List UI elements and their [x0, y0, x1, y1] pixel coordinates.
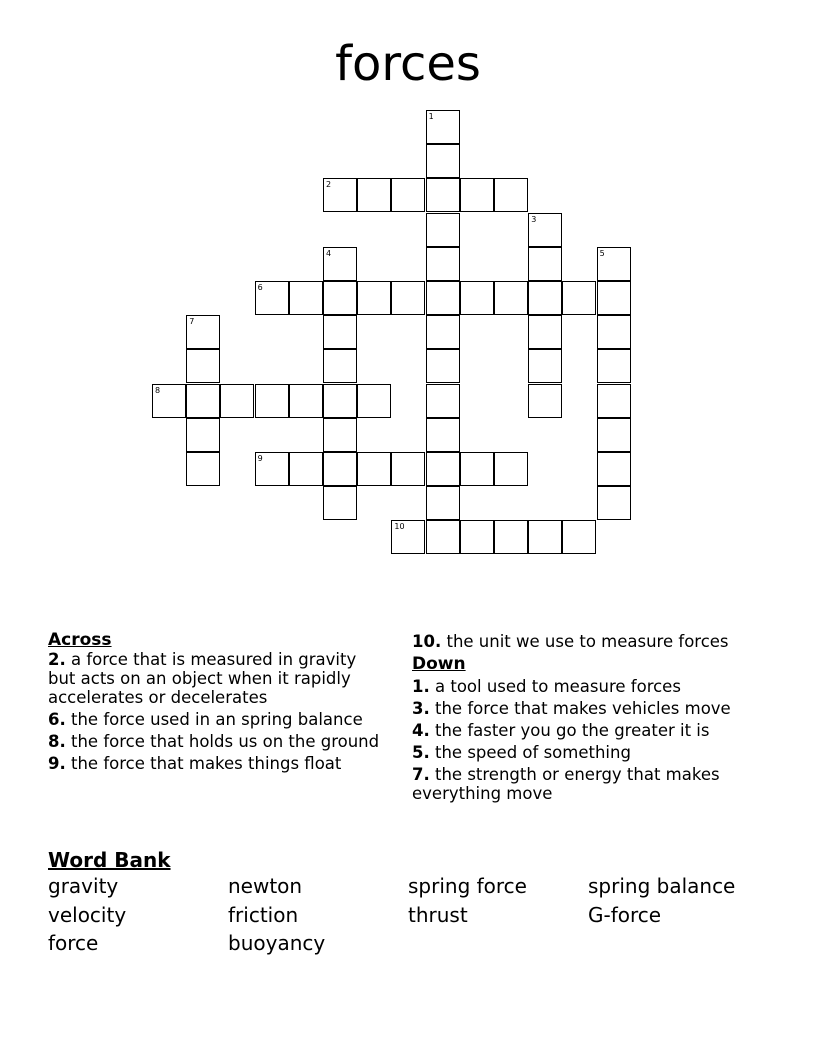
clue-number: 4.	[412, 721, 430, 740]
clue-number: 8.	[48, 732, 66, 751]
grid-number: 1	[428, 112, 434, 121]
clues-across-column	[48, 630, 388, 776]
grid-number: 7	[189, 317, 195, 327]
grid-cell[interactable]	[460, 520, 494, 554]
clue-text: the force that holds us on the ground	[71, 732, 380, 751]
grid-cell[interactable]	[426, 178, 460, 212]
clue-down-3	[412, 699, 772, 718]
word-bank-item: newton	[228, 874, 303, 898]
clue-number: 10.	[412, 632, 442, 651]
word-bank-item: velocity	[48, 903, 127, 927]
grid-cell[interactable]	[528, 315, 562, 349]
word-bank-item: thrust	[408, 903, 468, 927]
clue-across-8	[48, 732, 388, 751]
word-bank-item: buoyancy	[228, 931, 326, 955]
grid-cell[interactable]	[597, 247, 631, 281]
grid-cell[interactable]	[528, 520, 562, 554]
clue-number: 2.	[48, 650, 66, 669]
clue-text: the force that makes vehicles move	[435, 699, 731, 718]
grid-number: 9	[257, 454, 263, 463]
clue-down-1	[412, 677, 772, 696]
grid-cell[interactable]	[426, 349, 460, 383]
grid-cell[interactable]	[460, 452, 494, 486]
word-bank-item: spring force	[408, 874, 527, 898]
grid-cell[interactable]	[323, 178, 357, 212]
grid-cell[interactable]	[460, 178, 494, 212]
grid-cell[interactable]	[323, 452, 357, 486]
grid-cell[interactable]	[528, 281, 562, 315]
grid-number: 4	[326, 248, 332, 258]
grid-cell[interactable]	[186, 452, 220, 486]
grid-cell[interactable]	[152, 384, 186, 418]
grid-cell[interactable]	[186, 315, 220, 349]
clue-across-10	[412, 632, 772, 651]
grid-cell[interactable]	[426, 247, 460, 281]
grid-cell[interactable]	[426, 110, 460, 144]
grid-cell[interactable]	[186, 418, 220, 452]
clue-text: the force used in an spring balance	[71, 710, 363, 729]
grid-cell[interactable]	[426, 418, 460, 452]
grid-cell[interactable]	[426, 486, 460, 520]
grid-cell[interactable]	[323, 349, 357, 383]
clue-number: 9.	[48, 754, 66, 773]
grid-cell[interactable]	[597, 452, 631, 486]
grid-cell[interactable]	[494, 452, 528, 486]
down-heading: Down	[412, 654, 466, 674]
grid-cell[interactable]	[323, 486, 357, 520]
clue-text: a tool used to measure forces	[435, 677, 681, 696]
grid-cell[interactable]	[391, 178, 425, 212]
grid-cell[interactable]	[323, 315, 357, 349]
grid-cell[interactable]	[528, 213, 562, 247]
grid-cell[interactable]	[357, 384, 391, 418]
word-bank-item: gravity	[48, 874, 119, 898]
grid-cell[interactable]	[323, 384, 357, 418]
grid-cell[interactable]	[255, 384, 289, 418]
grid-cell[interactable]	[391, 281, 425, 315]
grid-cell[interactable]	[323, 418, 357, 452]
grid-cell[interactable]	[186, 384, 220, 418]
puzzle-title: forces	[335, 36, 481, 92]
clue-across-9	[48, 754, 388, 773]
word-bank-item: spring balance	[588, 874, 736, 898]
grid-cell[interactable]	[255, 281, 289, 315]
grid-cell[interactable]	[323, 247, 357, 281]
clue-across-6	[48, 710, 388, 729]
grid-cell[interactable]	[460, 281, 494, 315]
grid-cell[interactable]	[494, 520, 528, 554]
grid-cell[interactable]	[597, 384, 631, 418]
grid-cell[interactable]	[391, 520, 425, 554]
clue-text: the unit we use to measure forces	[446, 632, 729, 651]
grid-number: 6	[257, 283, 263, 292]
grid-number: 2	[326, 180, 332, 190]
clue-down-7	[412, 765, 772, 803]
grid-cell[interactable]	[494, 281, 528, 315]
clue-number: 6.	[48, 710, 66, 729]
grid-cell[interactable]	[528, 247, 562, 281]
clue-down-5	[412, 743, 772, 762]
grid-cell[interactable]	[426, 213, 460, 247]
grid-cell[interactable]	[597, 281, 631, 315]
clue-text: the force that makes things float	[71, 754, 342, 773]
clue-across-2	[48, 650, 388, 707]
clue-text: the faster you go the greater it is	[435, 721, 710, 740]
clue-number: 5.	[412, 743, 430, 762]
grid-cell[interactable]	[597, 315, 631, 349]
grid-number: 5	[599, 248, 605, 258]
grid-cell[interactable]	[597, 349, 631, 383]
grid-cell[interactable]	[562, 520, 596, 554]
clues-down-column	[412, 632, 772, 806]
grid-cell[interactable]	[323, 281, 357, 315]
grid-cell[interactable]	[426, 452, 460, 486]
clue-number: 1.	[412, 677, 430, 696]
grid-number: 3	[531, 214, 537, 224]
grid-cell[interactable]	[597, 486, 631, 520]
grid-cell[interactable]	[357, 452, 391, 486]
clue-text: a force that is measured in gravity but acts on an object when it rapidly accelerates or decelerates	[48, 650, 357, 707]
grid-number: 10	[394, 522, 405, 532]
grid-cell[interactable]	[289, 452, 323, 486]
grid-cell[interactable]	[597, 418, 631, 452]
grid-cell[interactable]	[289, 281, 323, 315]
grid-cell[interactable]	[528, 384, 562, 418]
word-bank-heading: Word Bank	[48, 848, 171, 872]
grid-cell[interactable]	[426, 315, 460, 349]
word-bank-item: friction	[228, 903, 299, 927]
grid-cell[interactable]	[494, 178, 528, 212]
clue-text: the strength or energy that makes everything move	[412, 765, 720, 803]
grid-cell[interactable]	[426, 384, 460, 418]
grid-cell[interactable]	[562, 281, 596, 315]
grid-cell[interactable]	[186, 349, 220, 383]
grid-cell[interactable]	[426, 144, 460, 178]
grid-cell[interactable]	[391, 452, 425, 486]
grid-cell[interactable]	[528, 349, 562, 383]
clue-number: 3.	[412, 699, 430, 718]
grid-cell[interactable]	[426, 520, 460, 554]
clue-number: 7.	[412, 765, 430, 784]
grid-cell[interactable]	[255, 452, 289, 486]
grid-number: 8	[155, 385, 161, 395]
clue-down-4	[412, 721, 772, 740]
grid-cell[interactable]	[426, 281, 460, 315]
word-bank-item: force	[48, 931, 99, 955]
grid-cell[interactable]	[357, 178, 391, 212]
word-bank-item: G-force	[588, 903, 662, 927]
grid-cell[interactable]	[220, 384, 254, 418]
grid-cell[interactable]	[289, 384, 323, 418]
grid-cell[interactable]	[357, 281, 391, 315]
across-heading: Across	[48, 630, 112, 650]
clue-text: the speed of something	[435, 743, 631, 762]
